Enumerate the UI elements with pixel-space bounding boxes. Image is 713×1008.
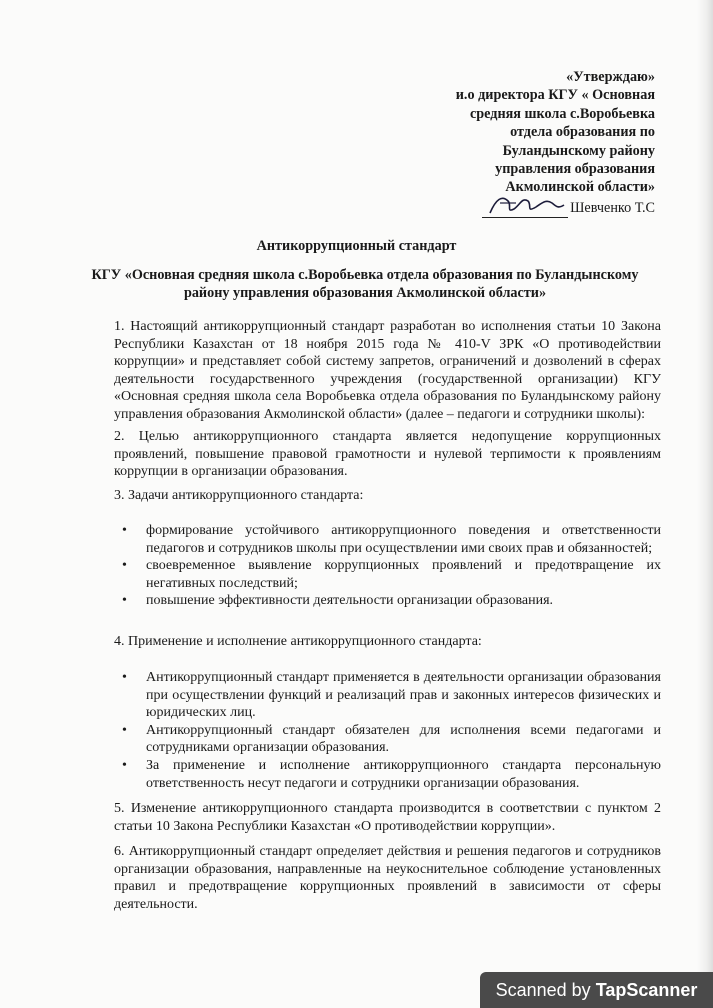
scan-shadow	[697, 0, 713, 1008]
handwritten-signature	[482, 197, 568, 218]
paragraph-5: 5. Изменение антикоррупционного стандарта производится в соответствии с пунктом 2 статьи 10 Закона Республики Казахстан «О противодействии коррупции».	[114, 801, 661, 834]
list-item: • Антикоррупционный стандарт применяется в деятельности организации образования при осуществлении функций и реализаций прав и законных интересов физических и юридических лиц.	[114, 669, 661, 722]
signer-name: Шевченко Т.С	[570, 200, 655, 217]
scanner-watermark	[480, 972, 713, 1008]
paragraph-3: 3. Задачи антикоррупционного стандарта:	[114, 488, 364, 503]
approval-line: Буландынскому району	[502, 142, 655, 159]
list-item: • За применение и исполнение антикоррупционного стандарта персональную ответственность несут педагоги и сотрудники организации образования.	[114, 757, 661, 792]
document-subtitle: КГУ «Основная средняя школа с.Воробьевка отдела образования по Буландынскому району управления образования Акмолинской области»	[91, 267, 639, 301]
approval-line: средняя школа с.Воробьевка	[469, 105, 655, 122]
list-item: • формирование устойчивого антикоррупционного поведения и ответственности педагогов и сотрудников школы при осуществлении ими своих прав и обязанностей;	[114, 522, 661, 557]
approval-line: Акмолинской области»	[505, 179, 655, 196]
list-item: • Антикоррупционный стандарт обязателен для исполнения всеми педагогами и сотрудниками организации образования.	[114, 722, 661, 757]
approval-line: отдела образования по	[510, 124, 655, 141]
tasks-list	[114, 522, 661, 610]
approval-block	[456, 68, 655, 218]
approval-line: «Утверждаю»	[566, 69, 655, 85]
approval-line: и.о директора КГУ « Основная	[455, 87, 655, 104]
approval-line: управления образования	[495, 161, 655, 178]
paragraph-4: 4. Применение и исполнение антикоррупционного стандарта:	[114, 634, 482, 649]
watermark-prefix: Scanned by	[495, 980, 596, 1000]
paragraph-2: 2. Целью антикоррупционного стандарта является недопущение коррупционных проявлений, повышение правовой грамотности и нулевой терпимости к проявлениям коррупции в организации образования.	[114, 429, 661, 480]
signature-line	[456, 197, 655, 218]
paragraph-1: 1. Настоящий антикоррупционный стандарт разработан во исполнения статьи 10 Закона Республики Казахстан от 18 ноября 2015 года № 410-V ЗРК «О противодействии коррупции» и представляет собой систему запретов, ограничений и дозволений в сферах деятельности государственного учреждения (государственной организации) КГУ «Основная средняя школа села Воробьевка отдела образования по Буландынскому району управления образования Акмолинской области» (далее – педагоги и сотрудники школы):	[114, 319, 661, 422]
watermark-brand: TapScanner	[595, 980, 698, 1000]
document-title: Антикоррупционный стандарт	[256, 238, 457, 254]
application-list	[114, 669, 661, 792]
paragraph-6: 6. Антикоррупционный стандарт определяет действия и решения педагогов и сотрудников организации образования, направленные на неукоснительное соблюдение установленных правил и предотвращение коррупционных проявлений в зависимости от сферы деятельности.	[114, 844, 661, 912]
list-item: • своевременное выявление коррупционных проявлений и предотвращение их негативных последствий;	[114, 557, 661, 592]
list-item: • повышение эффективности деятельности организации образования.	[114, 592, 661, 610]
